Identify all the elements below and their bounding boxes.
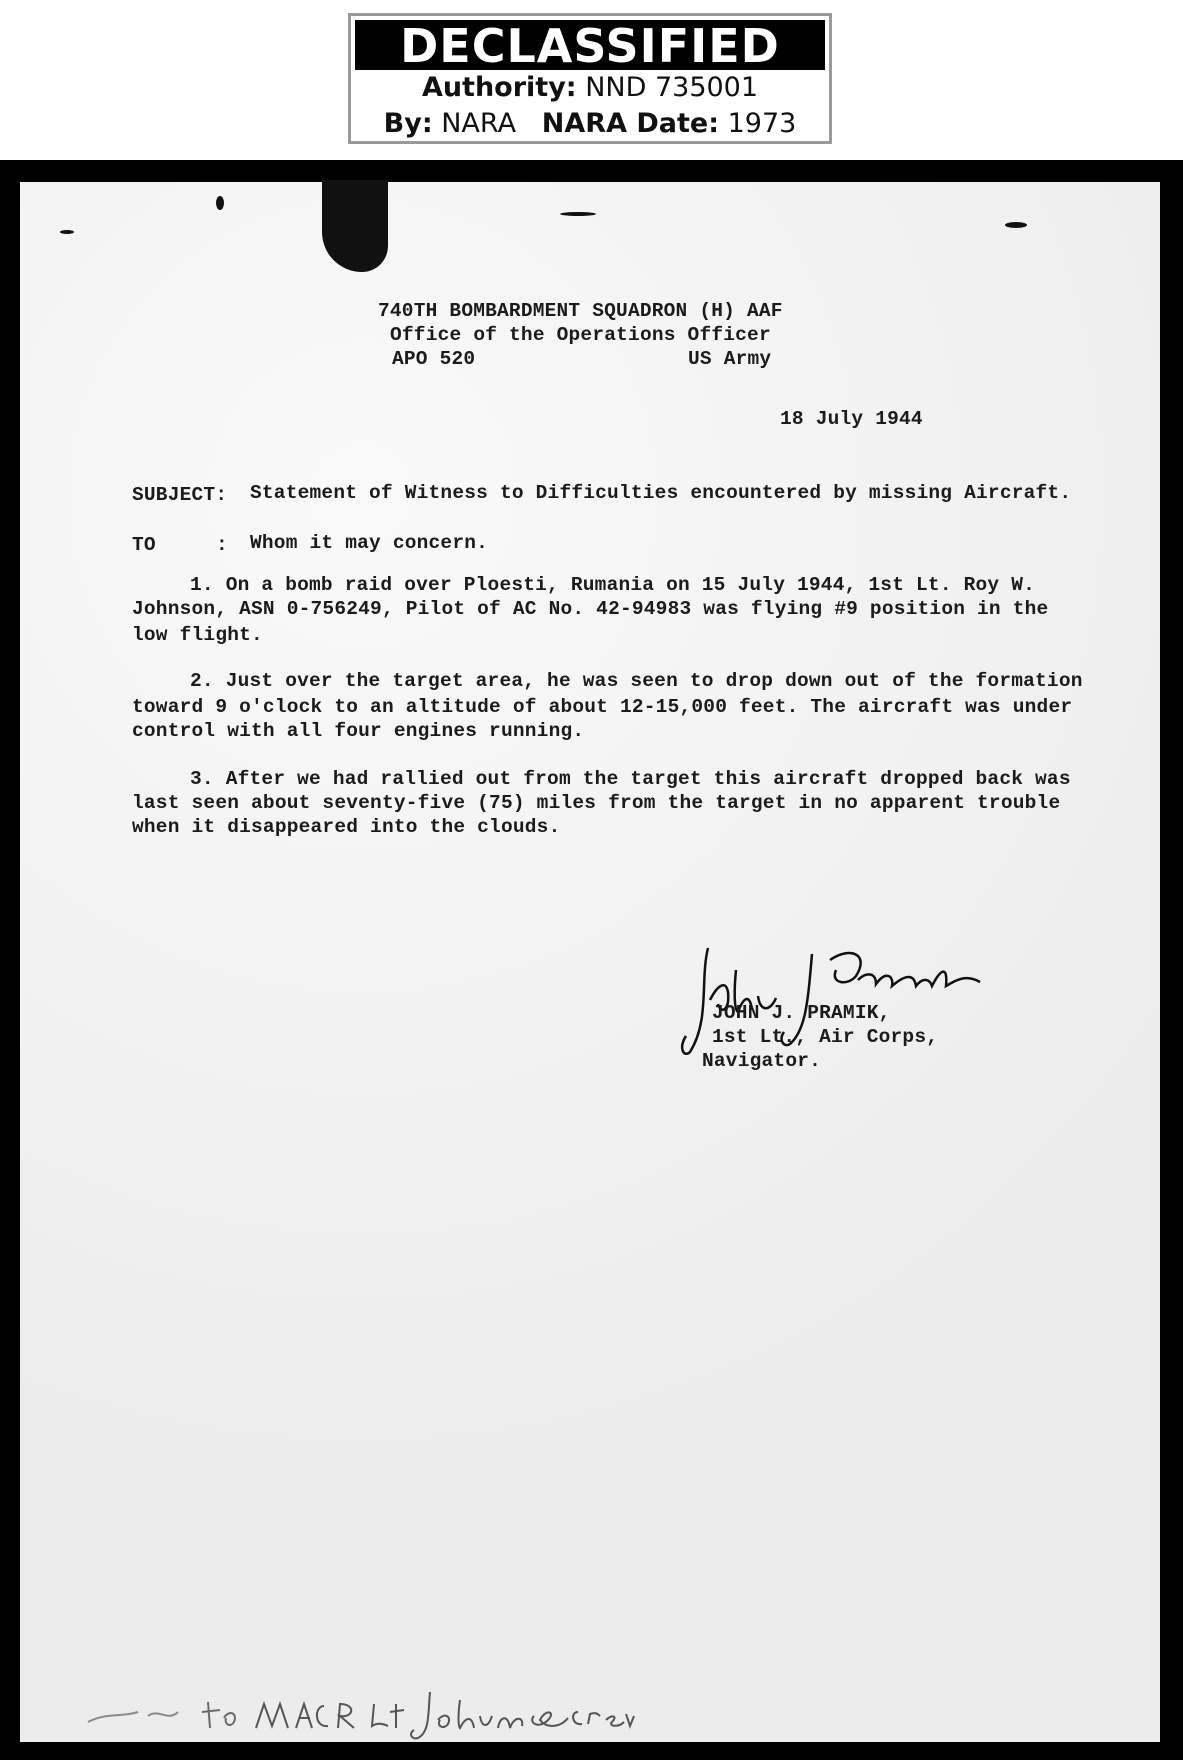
stamp-authority-label: Authority:: [421, 72, 577, 103]
to-label: TO: [132, 534, 156, 556]
binder-tab-shadow: [322, 180, 388, 272]
letterhead-unit: 740TH BOMBARDMENT SQUADRON (H) AAF: [378, 300, 783, 322]
handwritten-note-text: Incl 2 to MACR Lt Johnson & Crew: [78, 1682, 98, 1683]
scan-speck: [560, 212, 596, 216]
letterhead-office: Office of the Operations Officer: [390, 324, 771, 346]
stamp-date-label: NARA Date:: [541, 108, 720, 139]
to-text: Whom it may concern.: [250, 532, 489, 554]
scan-speck: [60, 230, 74, 234]
stamp-by-value: NARA: [441, 108, 517, 139]
signer-rank: 1st Lt., Air Corps,: [712, 1026, 939, 1048]
stamp-title: DECLASSIFIED: [355, 20, 825, 70]
signer-name: JOHN J. PRAMIK,: [712, 1002, 891, 1024]
subject-label: SUBJECT:: [132, 484, 228, 506]
stamp-by-line: [351, 106, 829, 142]
paragraph-1-line-1: 1. On a bomb raid over Ploesti, Rumania on 15 July 1944, 1st Lt. Roy W.: [190, 574, 1036, 596]
paragraph-3-line-3: when it disappeared into the clouds.: [132, 816, 561, 838]
scanned-page-frame: [0, 160, 1183, 1760]
stamp-date-value: 1973: [727, 108, 797, 139]
declassification-stamp: [348, 13, 832, 144]
letter-date: 18 July 1944: [780, 408, 923, 430]
paragraph-3-line-1: 3. After we had rallied out from the target this aircraft dropped back was: [190, 768, 1071, 790]
letterhead-apo: APO 520: [392, 348, 476, 370]
paragraph-2-line-3: control with all four engines running.: [132, 720, 585, 742]
handwritten-enclosure-note: [78, 1682, 638, 1742]
paragraph-3-line-2: last seen about seventy-five (75) miles from the target in no apparent trouble: [132, 792, 1061, 814]
document-page: [20, 182, 1160, 1742]
scan-speck: [1005, 222, 1027, 228]
stamp-authority-line: [351, 70, 829, 106]
signer-role: Navigator.: [702, 1050, 822, 1072]
subject-text: Statement of Witness to Difficulties encountered by missing Aircraft.: [250, 482, 1072, 504]
scan-speck: [216, 196, 224, 210]
stamp-authority-value: NND 735001: [585, 72, 759, 103]
to-separator: :: [216, 534, 228, 556]
stamp-by-label: By:: [383, 108, 433, 139]
paragraph-1-line-2: Johnson, ASN 0-756249, Pilot of AC No. 42-94983 was flying #9 position in the: [132, 598, 1049, 620]
paragraph-2-line-2: toward 9 o'clock to an altitude of about 12-15,000 feet. The aircraft was under: [132, 696, 1073, 718]
paragraph-2-line-1: 2. Just over the target area, he was seen to drop down out of the formation: [190, 670, 1083, 692]
paragraph-1-line-3: low flight.: [132, 624, 263, 646]
letterhead-army: US Army: [688, 348, 772, 370]
